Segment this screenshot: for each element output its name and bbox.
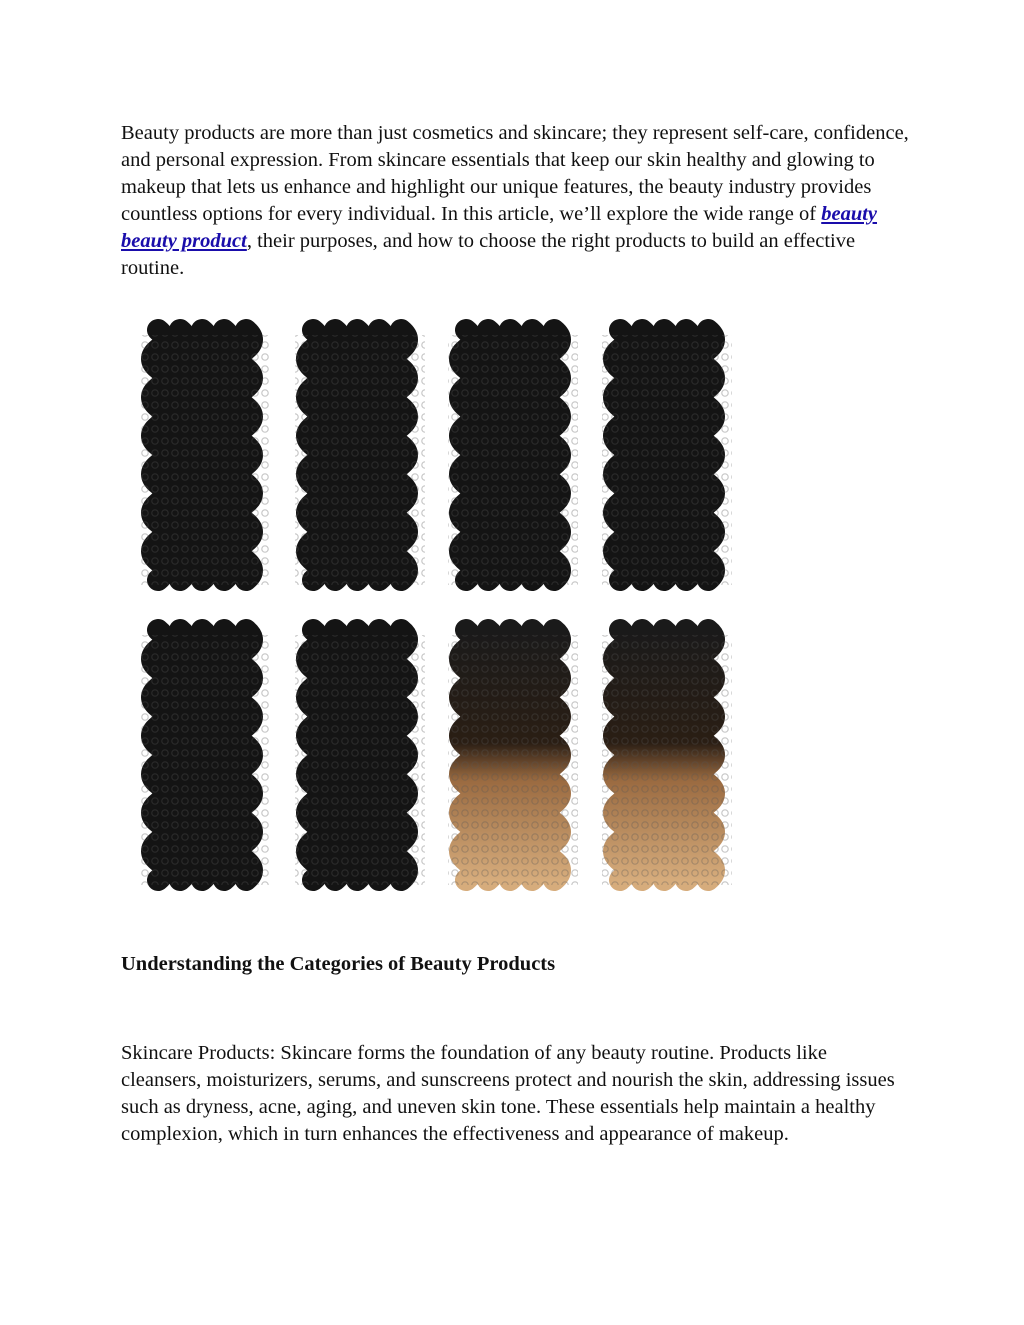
hair-bundle-black <box>602 330 732 585</box>
hair-bundle-black <box>295 330 425 585</box>
curl-texture <box>295 635 425 885</box>
curl-texture <box>448 635 578 885</box>
beauty-product-link[interactable]: beauty beauty product <box>121 203 878 252</box>
hair-bundle-black <box>140 330 270 585</box>
hair-bundle-black <box>140 630 270 885</box>
curl-texture <box>448 335 578 585</box>
curl-texture <box>602 635 732 885</box>
skincare-paragraph: Skincare Products: Skincare forms the foundation of any beauty routine. Products like cleansers, moisturizers, serums, and sunscreens protect and nourish the skin, addressing issues such as dryness, acne, aging, and uneven skin tone. These essentials help maintain a healthy complexion, which in turn enhances the effectiveness and appearance of makeup. <box>121 1042 895 1145</box>
hair-bundle-black <box>448 330 578 585</box>
curl-texture <box>295 335 425 585</box>
intro-text-before-link: Beauty products are more than just cosmetics and skincare; they represent self-care, confidence, and personal expression. From skincare essentials that keep our skin healthy and glowing to makeup that lets us enhance and highlight our unique features, the beauty industry provides countless options for every individual. In this article, we’ll explore the wide range of <box>121 122 909 225</box>
hair-bundle-ombre <box>448 630 578 885</box>
intro-text-after-link: , their purposes, and how to choose the right products to build an effective routine. <box>121 230 856 279</box>
intro-paragraph <box>121 120 911 282</box>
hair-bundle-black <box>295 630 425 885</box>
section-heading: Understanding the Categories of Beauty Products <box>121 953 556 975</box>
curl-texture <box>140 635 270 885</box>
curl-texture <box>140 335 270 585</box>
curl-texture <box>602 335 732 585</box>
hair-bundle-ombre <box>602 630 732 885</box>
hair-bundles-image <box>130 315 750 915</box>
